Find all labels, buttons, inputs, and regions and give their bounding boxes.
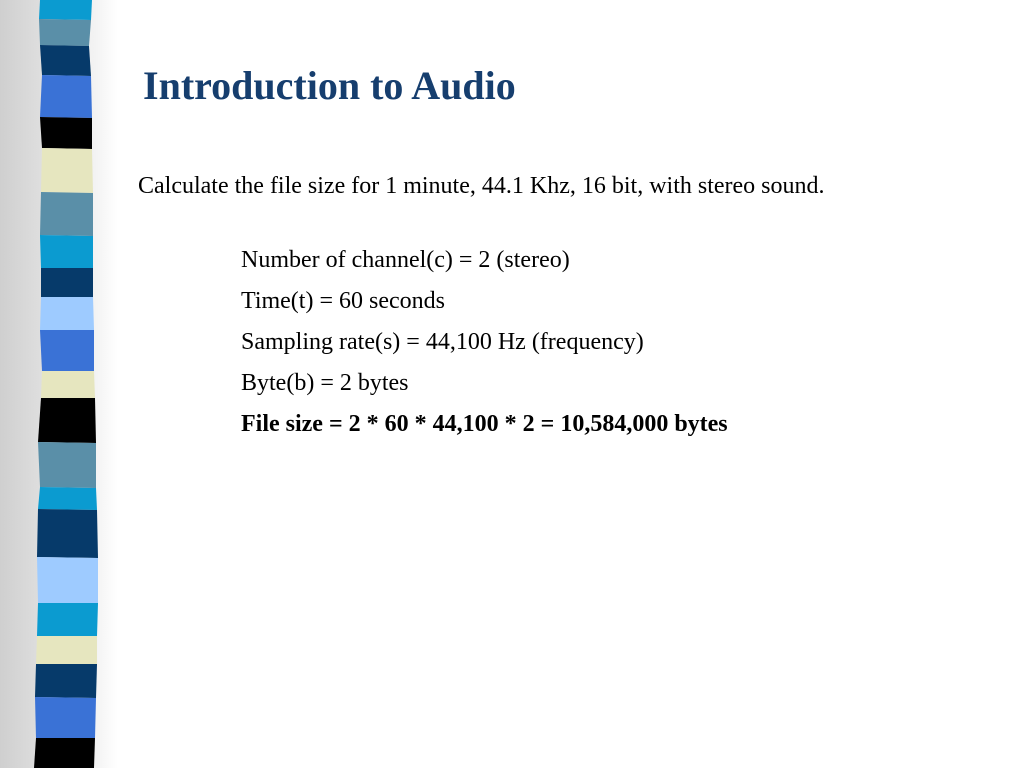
calc-line-channels: Number of channel(c) = 2 (stereo) [241,247,570,273]
calc-line-time: Time(t) = 60 seconds [241,288,445,314]
calc-line-byte: Byte(b) = 2 bytes [241,370,409,396]
decorative-color-strip [0,0,118,768]
calc-result: File size = 2 * 60 * 44,100 * 2 = 10,584,000 bytes [241,411,728,437]
calc-line-sampling-rate: Sampling rate(s) = 44,100 Hz (frequency) [241,329,644,355]
calculation-list [241,241,728,446]
problem-statement: Calculate the file size for 1 minute, 44.1 Khz, 16 bit, with stereo sound. [138,173,825,199]
slide-title: Introduction to Audio [143,63,516,108]
